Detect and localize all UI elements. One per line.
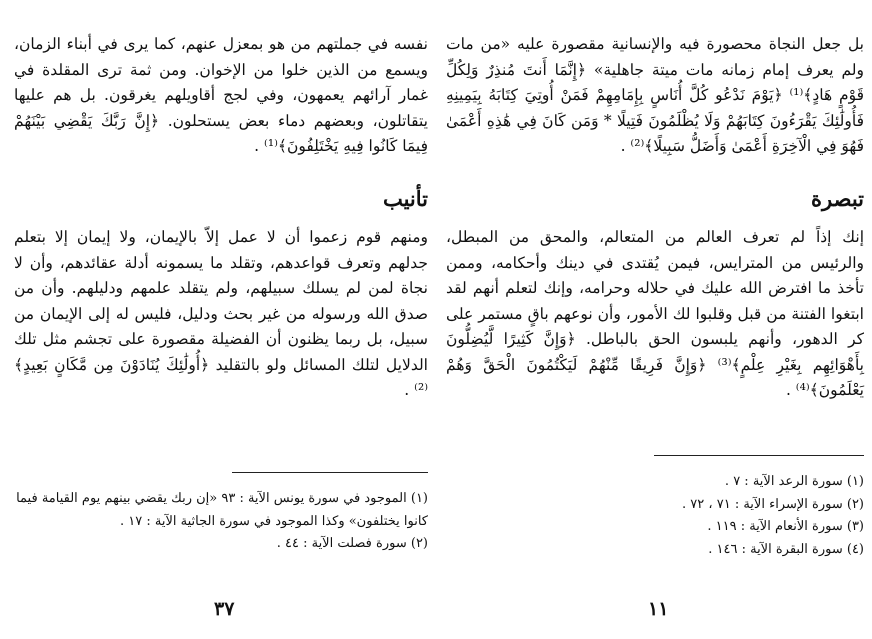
footnote-divider xyxy=(232,472,428,473)
footnote-item: (٤) سورة البقرة الآية : ١٤٦ . xyxy=(708,541,864,557)
right-page-paragraph-2: إنك إذاً لم تعرف العالم من المتعالم، والمحق من المبطل، والرئيس من المترايس، فيمن يُقتدى في دينك وأحكامه، وممن تأخذ ما افترض الله عليك في حلاله وحرامه، وإنك لتعلم أنهم لقد ابتغوا الفتنة من قبل وقلبوا لك الأمور، وأن نوعهم باقٍ مستمر على كر الدهور، وأنهم يلبسون الحق بالباطل. ﴿وَإِنَّ كَثِيرًا لَّيُضِلُّونَ بِأَهْوَائِهِم بِغَيْرِ عِلْمٍ﴾⁽³⁾ ﴿وَإِنَّ فَرِيقًا مِّنْهُمْ لَيَكْتُمُونَ الْحَقَّ وَهُمْ يَعْلَمُونَ﴾⁽⁴⁾ . xyxy=(446,228,864,399)
left-page-heading: تأنيب xyxy=(382,186,428,211)
footnote-item: (٢) سورة الإسراء الآية : ٧١ ، ٧٢ . xyxy=(682,496,864,512)
right-page-paragraph-1: بل جعل النجاة محصورة فيه والإنسانية مقصورة عليه «من مات ولم يعرف إمام زمانه مات ميتة جاهلية» ﴿إِنَّمَا أَنتَ مُنذِرٌ وَلِكُلِّ قَوْمٍ هَادٍ﴾⁽¹⁾ ﴿يَوْمَ نَدْعُو كُلَّ أُنَاسٍ بِإِمَامِهِمْ فَمَنْ أُوتِيَ كِتَابَهُ بِيَمِينِهِ فَأُولَٰئِكَ يَقْرَءُونَ كِتَابَهُمْ وَلَا يُظْلَمُونَ فَتِيلًا * وَمَن كَانَ فِي هَٰذِهِ أَعْمَىٰ فَهُوَ فِي الْآخِرَةِ أَعْمَىٰ وَأَضَلُّ سَبِيلًا﴾⁽²⁾ . xyxy=(446,35,864,155)
right-page-heading: تبصرة xyxy=(811,186,864,211)
right-page-footnotes xyxy=(446,471,864,561)
left-page-paragraph-1: نفسه في جملتهم من هو بمعزل عنهم، كما يرى في أبناء الزمان، ويسمع من الذين خلوا من الإخوان. ومن ثمة ترى المقلدة في غمار آرائهم يعمهون، وفي لجج أقاويلهم يغرقون. بل هم عليها يتقاتلون، وبعضهم دماء بعض يستحلون. ﴿إِنَّ رَبَّكَ يَقْضِي بَيْنَهُمْ فِيمَا كَانُوا فِيهِ يَخْتَلِفُونَ﴾⁽¹⁾ . xyxy=(14,35,428,155)
footnote-item: (٣) سورة الأنعام الآية : ١١٩ . xyxy=(707,519,864,534)
left-page xyxy=(14,0,428,639)
footnote-item: (١) الموجود في سورة يونس الآية : ٩٣ «إن ربك يقضي بينهم يوم القيامة فيما كانوا يختلفون» وكذا الموجود في سورة الجاثية الآية : ١٧ . xyxy=(16,491,428,529)
page-number: ١١ xyxy=(648,598,669,620)
footnote-item: (١) سورة الرعد الآية : ٧ . xyxy=(724,474,864,489)
left-page-paragraph-2: ومنهم قوم زعموا أن لا عمل إلاّ بالإيمان، ولا إيمان إلا بتعلم جدلهم وتعرف قواعدهم، وتقلد ما يسمونه أدلة عقائدهم، وأن لا نجاة لمن لم يسلك سبيلهم، ولم يتقلد علمهم ودليلهم. وأن من صدق الله ورسوله من غير بحث ودليل، فليس له إلى الإيمان من سبيل، بل ربما يظنون أن الفضيلة مقصورة على تجشم مثل تلك الدلايل لتلك المسائل ولو بالتقليد ﴿أُولَٰئِكَ يُنَادَوْنَ مِن مَّكَانٍ بَعِيدٍ﴾⁽²⁾ . xyxy=(14,228,428,399)
right-page xyxy=(446,0,864,639)
page-number: ٣٧ xyxy=(214,598,235,620)
footnote-divider xyxy=(654,455,864,456)
left-page-footnotes xyxy=(14,488,428,556)
footnote-item: (٢) سورة فصلت الآية : ٤٤ . xyxy=(276,536,428,551)
